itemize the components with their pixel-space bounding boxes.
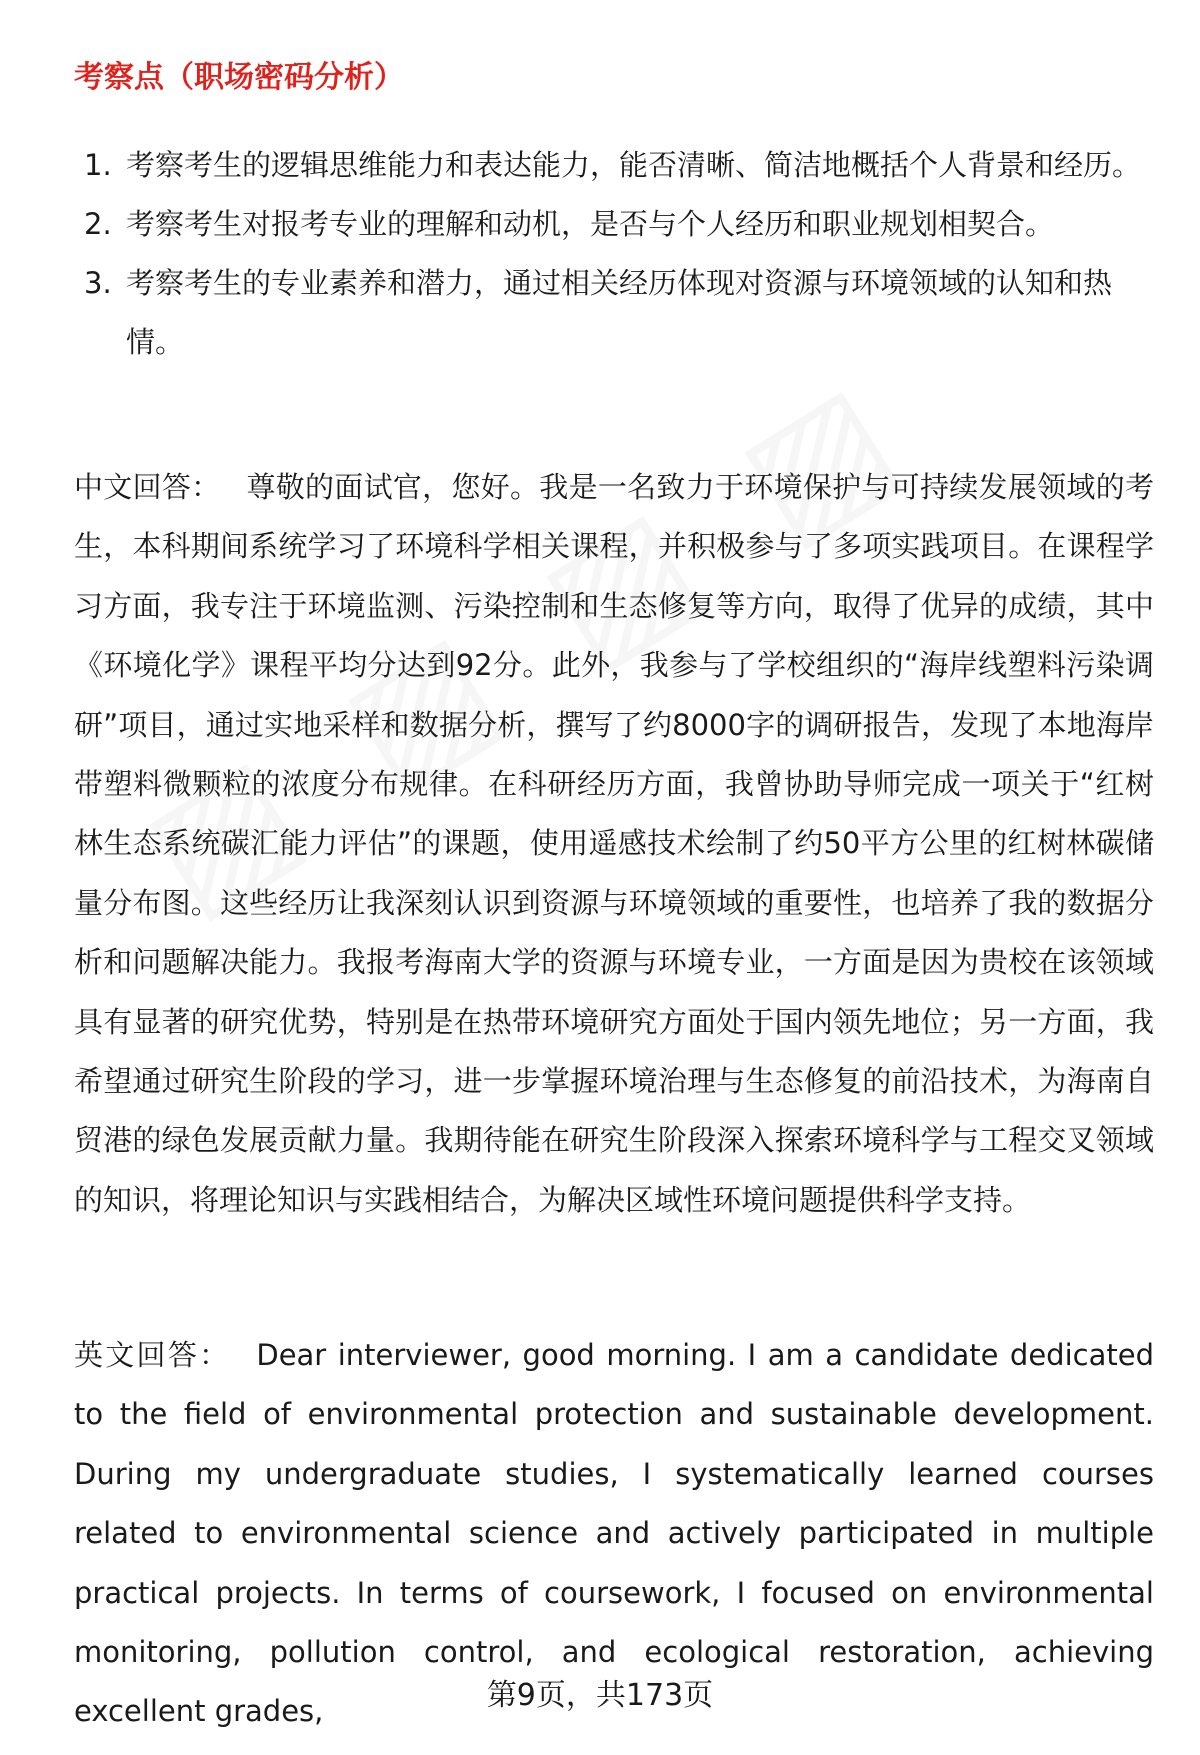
english-answer-text: Dear interviewer, good morning. I am a candidate dedicated to the field of environmental protection and sustainable development. During my undergraduate studies, I systematically learned courses related to environmental science and actively participated in multiple practical projects. In terms of coursework, I focused on environmental monitoring, pollution control, and ecological restoration, achieving excellent grades, xyxy=(74,1338,1154,1729)
list-number: 2. xyxy=(84,207,112,241)
page-number-footer: 第9页，共173页 xyxy=(486,1678,714,1713)
list-item xyxy=(84,136,1144,195)
english-answer-label: 英文回答： xyxy=(74,1338,231,1372)
list-number: 3. xyxy=(84,266,112,300)
assessment-points-list xyxy=(84,136,1144,372)
chinese-answer-label: 中文回答： xyxy=(74,470,221,504)
list-item xyxy=(84,254,1144,372)
chinese-answer-text: 尊敬的面试官，您好。我是一名致力于环境保护与可持续发展领域的考生，本科期间系统学习了环境科学相关课程，并积极参与了多项实践项目。在课程学习方面，我专注于环境监测、污染控制和生态修复等方向，取得了优异的成绩，其中《环境化学》课程平均分达到92分。此外，我参与了学校组织的“海岸线塑料污染调研”项目，通过实地采样和数据分析，撰写了约8000字的调研报告，发现了本地海岸带塑料微颗粒的浓度分布规律。在科研经历方面，我曾协助导师完成一项关于“红树林生态系统碳汇能力评估”的课题，使用遥感技术绘制了约50平方公里的红树林碳储量分布图。这些经历让我深刻认识到资源与环境领域的重要性，也培养了我的数据分析和问题解决能力。我报考海南大学的资源与环境专业，一方面是因为贵校在该领域具有显著的研究优势，特别是在热带环境研究方面处于国内领先地位；另一方面，我希望通过研究生阶段的学习，进一步掌握环境治理与生态修复的前沿技术，为海南自贸港的绿色发展贡献力量。我期待能在研究生阶段深入探索环境科学与工程交叉领域的知识，将理论知识与实践相结合，为解决区域性环境问题提供科学支持。 xyxy=(74,470,1154,1217)
list-text: 考察考生的逻辑思维能力和表达能力，能否清晰、简洁地概括个人背景和经历。 xyxy=(126,148,1142,182)
list-item xyxy=(84,195,1144,254)
section-title: 考察点（职场密码分析） xyxy=(74,60,404,95)
chinese-answer-paragraph xyxy=(74,458,1154,1230)
list-number: 1. xyxy=(84,148,112,182)
list-text: 考察考生的专业素养和潜力，通过相关经历体现对资源与环境领域的认知和热情。 xyxy=(126,266,1113,359)
list-text: 考察考生对报考专业的理解和动机，是否与个人经历和职业规划相契合。 xyxy=(126,207,1055,241)
